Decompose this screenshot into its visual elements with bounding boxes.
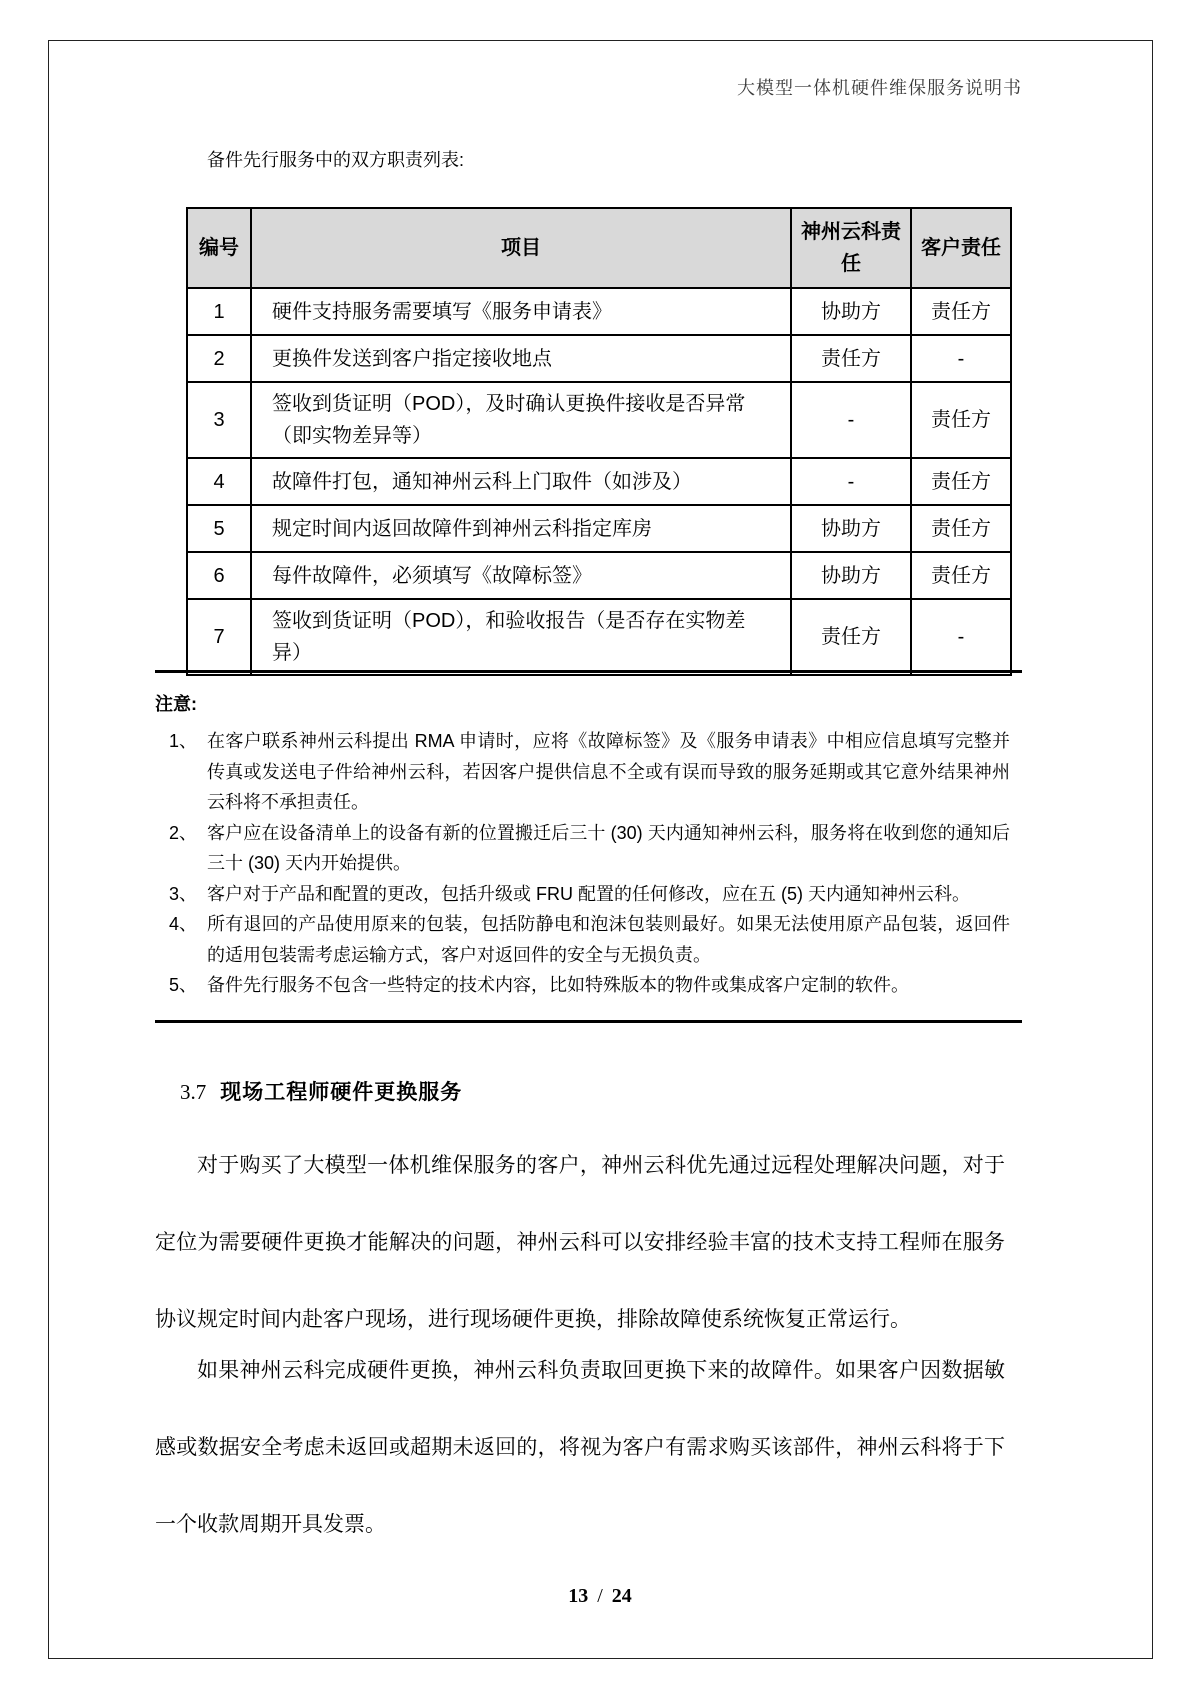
cell-customer-responsibility: 责任方 bbox=[911, 458, 1011, 505]
cell-customer-responsibility: 责任方 bbox=[911, 505, 1011, 552]
body-paragraph: 如果神州云科完成硬件更换，神州云科负责取回更换下来的故障件。如果客户因数据敏感或数据安全考虑未返回或超期未返回的，将视为客户有需求购买该部件，神州云科将于下一个收款周期开具发票。 bbox=[155, 1359, 1005, 1536]
document-header-title: 大模型一体机硬件维保服务说明书 bbox=[737, 78, 1022, 98]
table-row bbox=[187, 458, 1011, 505]
table-row bbox=[187, 552, 1011, 599]
notes-label: 注意: bbox=[155, 694, 197, 714]
table-row bbox=[187, 505, 1011, 552]
cell-item: 更换件发送到客户指定接收地点 bbox=[251, 335, 791, 382]
note-item bbox=[155, 909, 1010, 970]
col-header-item: 项目 bbox=[251, 208, 791, 288]
note-text: 在客户联系神州云科提出 RMA 申请时，应将《故障标签》及《服务申请表》中相应信息填写完整并传真或发送电子件给神州云科，若因客户提供信息不全或有误而导致的服务延期或其它意外结果神州云科将不承担责任。 bbox=[207, 731, 1010, 812]
table-intro-text: 备件先行服务中的双方职责列表: bbox=[207, 150, 464, 170]
cell-item: 签收到货证明（POD），及时确认更换件接收是否异常（即实物差异等） bbox=[251, 382, 791, 458]
responsibility-table bbox=[186, 207, 1012, 676]
col-header-customer-responsibility: 客户责任 bbox=[911, 208, 1011, 288]
notes-list bbox=[155, 726, 1010, 1001]
cell-item: 故障件打包，通知神州云科上门取件（如涉及） bbox=[251, 458, 791, 505]
page-number-separator: / bbox=[597, 1585, 603, 1607]
note-number: 2、 bbox=[169, 822, 198, 843]
table-row bbox=[187, 335, 1011, 382]
note-number: 5、 bbox=[169, 975, 198, 995]
cell-item: 硬件支持服务需要填写《服务申请表》 bbox=[251, 288, 791, 335]
cell-item: 规定时间内返回故障件到神州云科指定库房 bbox=[251, 505, 791, 552]
note-item bbox=[155, 879, 1010, 910]
note-number: 1、 bbox=[169, 731, 198, 751]
note-text: 备件先行服务不包含一些特定的技术内容，比如特殊版本的物件或集成客户定制的软件。 bbox=[207, 975, 909, 995]
note-text: 客户对于产品和配置的更改，包括升级或 FRU 配置的任何修改，应在五 (5) 天内通知神州云科。 bbox=[207, 883, 970, 904]
cell-number: 6 bbox=[187, 552, 251, 599]
note-number: 3、 bbox=[169, 883, 198, 904]
cell-number: 1 bbox=[187, 288, 251, 335]
cell-number: 2 bbox=[187, 335, 251, 382]
col-header-number: 编号 bbox=[187, 208, 251, 288]
cell-item: 每件故障件，必须填写《故障标签》 bbox=[251, 552, 791, 599]
cell-vendor-responsibility: 责任方 bbox=[791, 335, 911, 382]
note-text: 客户应在设备清单上的设备有新的位置搬迁后三十 (30) 天内通知神州云科，服务将在收到您的通知后三十 (30) 天内开始提供。 bbox=[207, 822, 1010, 873]
table-row bbox=[187, 382, 1011, 458]
body-paragraph: 对于购买了大模型一体机维保服务的客户，神州云科优先通过远程处理解决问题，对于定位为需要硬件更换才能解决的问题，神州云科可以安排经验丰富的技术支持工程师在服务协议规定时间内赴客户现场，进行现场硬件更换，排除故障使系统恢复正常运行。 bbox=[155, 1154, 1005, 1331]
cell-vendor-responsibility: - bbox=[791, 458, 911, 505]
page-footer bbox=[0, 1585, 1200, 1608]
section-title: 现场工程师硬件更换服务 bbox=[220, 1081, 463, 1104]
cell-vendor-responsibility: 责任方 bbox=[791, 599, 911, 675]
page-number-total: 24 bbox=[611, 1585, 632, 1607]
page-number-current: 13 bbox=[568, 1585, 589, 1607]
cell-vendor-responsibility: 协助方 bbox=[791, 288, 911, 335]
note-number: 4、 bbox=[169, 914, 198, 934]
table-row bbox=[187, 599, 1011, 675]
cell-number: 4 bbox=[187, 458, 251, 505]
cell-vendor-responsibility: 协助方 bbox=[791, 552, 911, 599]
cell-customer-responsibility: 责任方 bbox=[911, 552, 1011, 599]
cell-vendor-responsibility: - bbox=[791, 382, 911, 458]
cell-number: 3 bbox=[187, 382, 251, 458]
separator-rule bbox=[155, 1020, 1022, 1023]
separator-rule bbox=[155, 670, 1022, 673]
cell-customer-responsibility: 责任方 bbox=[911, 288, 1011, 335]
note-item bbox=[155, 970, 1010, 1001]
section-heading bbox=[180, 1076, 462, 1106]
table-row bbox=[187, 288, 1011, 335]
cell-customer-responsibility: - bbox=[911, 599, 1011, 675]
note-text: 所有退回的产品使用原来的包装，包括防静电和泡沫包装则最好。如果无法使用原产品包装，返回件的适用包装需考虑运输方式，客户对返回件的安全与无损负责。 bbox=[207, 914, 1010, 965]
cell-customer-responsibility: 责任方 bbox=[911, 382, 1011, 458]
note-item bbox=[155, 818, 1010, 879]
cell-number: 5 bbox=[187, 505, 251, 552]
note-item bbox=[155, 726, 1010, 818]
cell-vendor-responsibility: 协助方 bbox=[791, 505, 911, 552]
col-header-vendor-responsibility: 神州云科责任 bbox=[791, 208, 911, 288]
cell-customer-responsibility: - bbox=[911, 335, 1011, 382]
cell-item: 签收到货证明（POD），和验收报告（是否存在实物差异） bbox=[251, 599, 791, 675]
section-number: 3.7 bbox=[180, 1080, 207, 1104]
cell-number: 7 bbox=[187, 599, 251, 675]
table-header-row bbox=[187, 208, 1011, 288]
